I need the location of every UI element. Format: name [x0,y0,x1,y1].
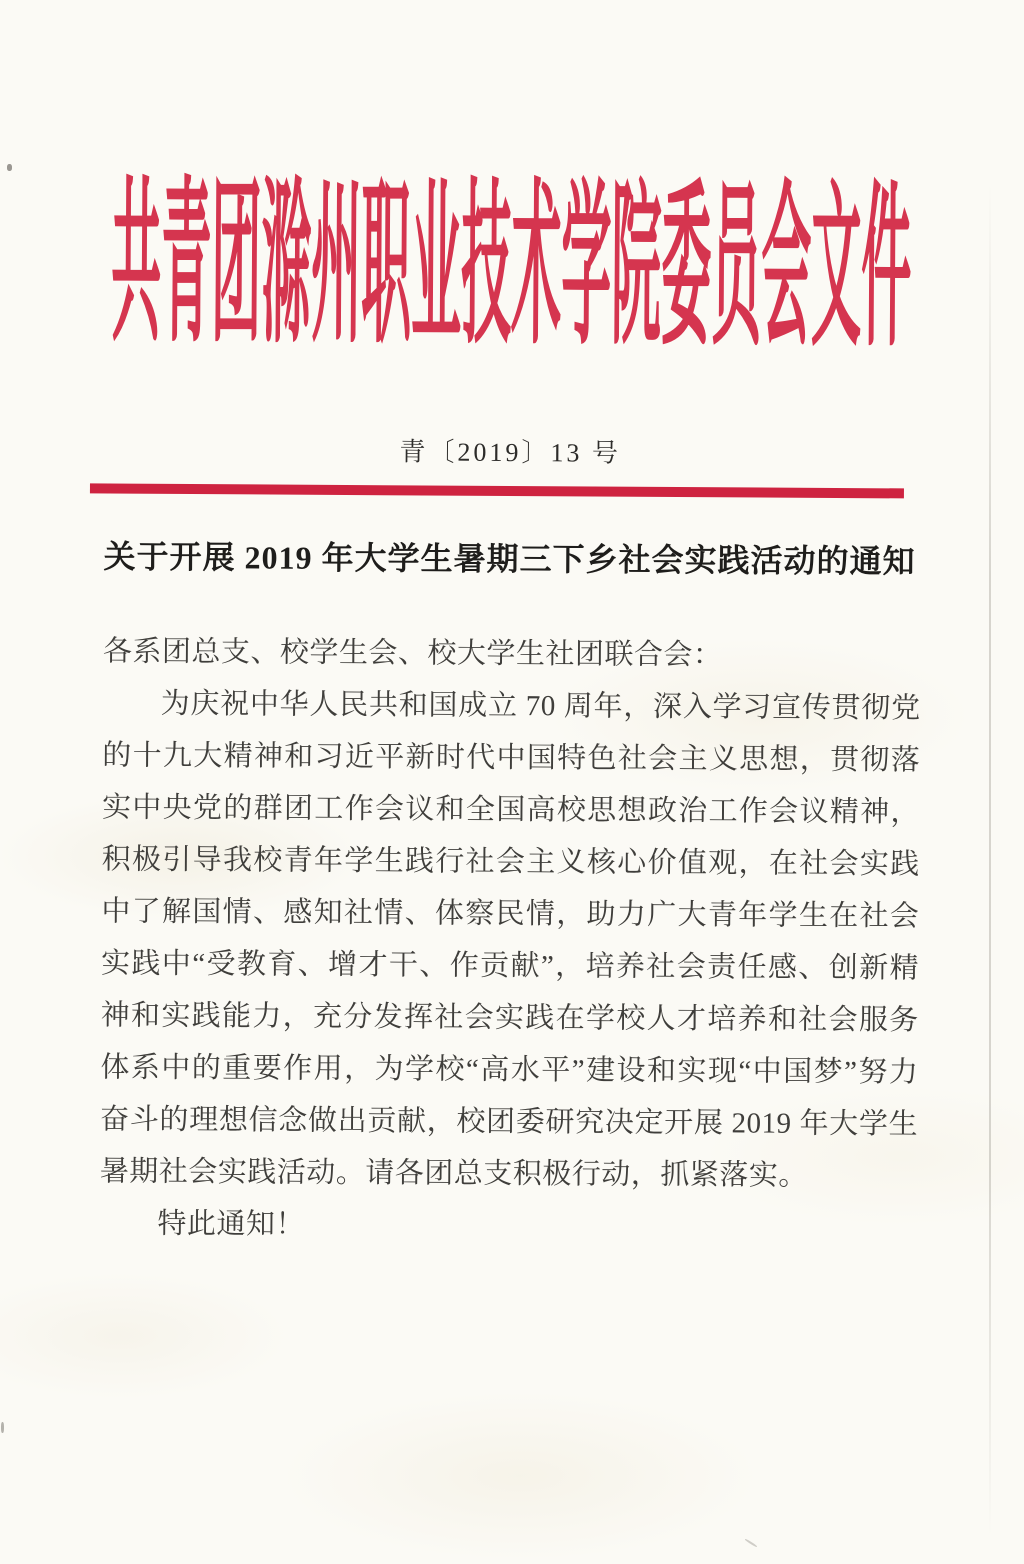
notice-body [99,626,921,1255]
document-page [0,156,1024,1564]
red-header-banner [0,153,1024,369]
salutation: 各系团总支、校学生会、校大学生社团联合会： [102,635,723,672]
red-divider-line [90,483,904,498]
scan-fold-mark [745,1538,758,1547]
scanned-content [0,153,1024,1255]
notice-title: 关于开展 2019 年大学生暑期三下乡社会实践活动的通知 [103,538,916,580]
issuing-org-title: 共青团滁州职业技术学院委员会文件 [110,164,912,369]
closing-line: 特此通知！ [157,1207,306,1241]
scan-speck [1,1422,4,1433]
doc-number: 青〔2019〕13 号 [399,437,622,468]
body-paragraph: 为庆祝中华人民共和国成立 70 周年，深入学习宣传贯彻党的十九大精神和习近平新时代中国特色社会主义思想，贯彻落实中央党的群团工作会议和全国高校思想政治工作会议精神，积极引导我校青年学生践行社会主义核心价值观，在社会实践中了解国情、感知社情、体察民情，助力广大青年学生在社会实践中“受教育、增才干、作贡献”，培养社会责任感、创新精神和实践能力，充分发挥社会实践在学校人才培养和社会服务体系中的重要作用，为学校“高水平”建设和实现“中国梦”努力奋斗的理想信念做出贡献，校团委研究决定开展 2019 年大学生暑期社会实践活动。请各团总支积极行动，抓紧落实。 [99,687,921,1192]
